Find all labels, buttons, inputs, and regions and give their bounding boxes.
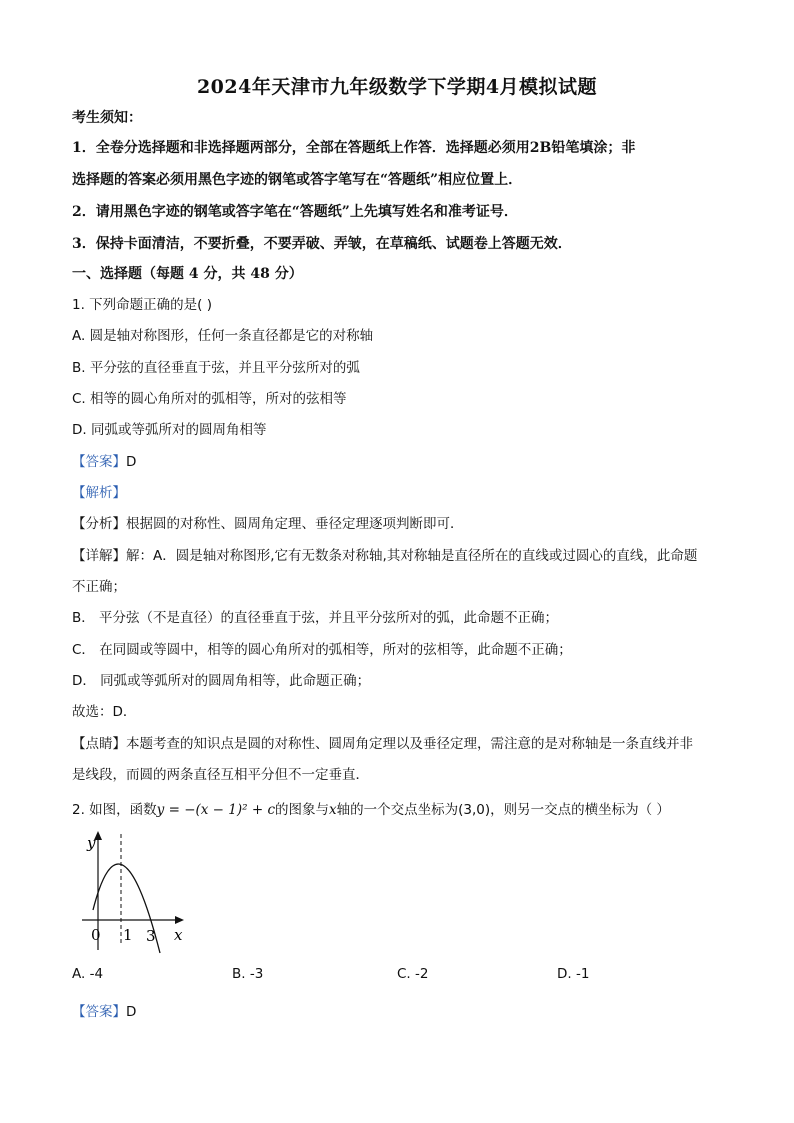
q2-parabola-graph — [78, 828, 198, 958]
q1-detail-d: D． 同弧或等弧所对的圆周角相等，此命题正确； — [72, 673, 371, 689]
notice-line-2: 选择题的答案必须用黑色字迹的钢笔或答字笔写在“答题纸”相应位置上． — [72, 172, 523, 188]
y-axis-label: y — [87, 834, 96, 852]
q1-dianjing-tag: 【点睛】 — [72, 736, 126, 752]
q2-answer — [72, 1002, 732, 1022]
q2-var-x: x — [329, 802, 337, 818]
q1-dianjing — [72, 734, 732, 754]
q1-option-c: C. 相等的圆心角所对的弧相等，所对的弦相等 — [72, 391, 347, 407]
q1-dianjing-line-2: 是线段，而圆的两条直径互相平分但不一定垂直． — [72, 767, 369, 783]
tick-3-label: 3 — [146, 927, 156, 945]
page-title: 2024年天津市九年级数学下学期4月模拟试题 — [196, 76, 598, 98]
q2-stem-mid-2: 轴的一个交点坐标为(3,0)，则另一交点的横坐标为（ ） — [336, 802, 670, 818]
q2-option-c: C. -2 — [397, 966, 429, 982]
q1-answer-tag: 【答案】 — [72, 454, 126, 470]
notice-heading: 考生须知： — [72, 110, 142, 126]
notice-line-1: 1．全卷分选择题和非选择题两部分，全部在答题纸上作答．选择题必须用2B铅笔填涂；非 — [72, 140, 636, 156]
q1-detail-line-1: 解：A．圆是轴对称图形,它有无数条对称轴,其对称轴是直径所在的直线或过圆心的直线，此命题 — [126, 548, 698, 564]
tick-1-label: 1 — [123, 926, 133, 944]
q1-detail-tag: 【详解】 — [72, 548, 126, 564]
q2-formula: y = −(x − 1)² + c — [156, 802, 276, 818]
x-axis-label: x — [174, 926, 183, 944]
q1-detail-line-2: 不正确； — [72, 579, 126, 595]
q2-option-a: A. -4 — [72, 966, 104, 982]
q1-option-b: B. 平分弦的直径垂直于弦，并且平分弦所对的弧 — [72, 360, 360, 376]
q1-detail-b: B． 平分弦（不是直径）的直径垂直于弦，并且平分弦所对的弧，此命题不正确； — [72, 610, 559, 626]
q2-option-d: D. -1 — [557, 966, 590, 982]
origin-label: 0 — [91, 926, 101, 944]
q1-option-d: D. 同弧或等弧所对的圆周角相等 — [72, 422, 267, 438]
q1-stem: 1. 下列命题正确的是( ) — [72, 297, 212, 313]
q1-analysis — [72, 483, 732, 503]
q1-option-a: A. 圆是轴对称图形，任何一条直径都是它的对称轴 — [72, 328, 374, 344]
q1-answer-value: D — [126, 454, 137, 470]
notice-line-4: 3．保持卡面清洁，不要折叠，不要弄破、弄皱，在草稿纸、试题卷上答题无效． — [72, 236, 572, 252]
q2-stem-prefix: 2. 如图，函数 — [72, 802, 157, 818]
q1-analysis-tag: 【解析】 — [72, 485, 126, 501]
q2-stem — [72, 800, 732, 820]
q1-dianjing-line-1: 本题考查的知识点是圆的对称性、圆周角定理以及垂径定理，需注意的是对称轴是一条直线并非 — [126, 736, 693, 752]
q2-answer-tag: 【答案】 — [72, 1004, 126, 1020]
q1-detail — [72, 546, 732, 566]
x-axis-arrow-icon — [175, 916, 184, 924]
section-heading: 一、选择题（每题 4 分，共 48 分） — [72, 266, 303, 282]
q1-fenxi — [72, 514, 732, 534]
q2-stem-mid-1: 的图象与 — [275, 802, 330, 818]
q1-conclusion: 故选：D． — [72, 704, 137, 720]
q1-fenxi-text: 根据圆的对称性、圆周角定理、垂径定理逐项判断即可． — [126, 516, 464, 532]
notice-line-3: 2．请用黑色字迹的钢笔或答字笔在“答题纸”上先填写姓名和准考证号． — [72, 204, 518, 220]
q1-answer — [72, 452, 732, 472]
q2-option-b: B. -3 — [232, 966, 264, 982]
q2-answer-value: D — [126, 1004, 137, 1020]
q1-detail-c: C． 在同圆或等圆中，相等的圆心角所对的弧相等，所对的弦相等，此命题不正确； — [72, 642, 572, 658]
q1-fenxi-tag: 【分析】 — [72, 516, 126, 532]
